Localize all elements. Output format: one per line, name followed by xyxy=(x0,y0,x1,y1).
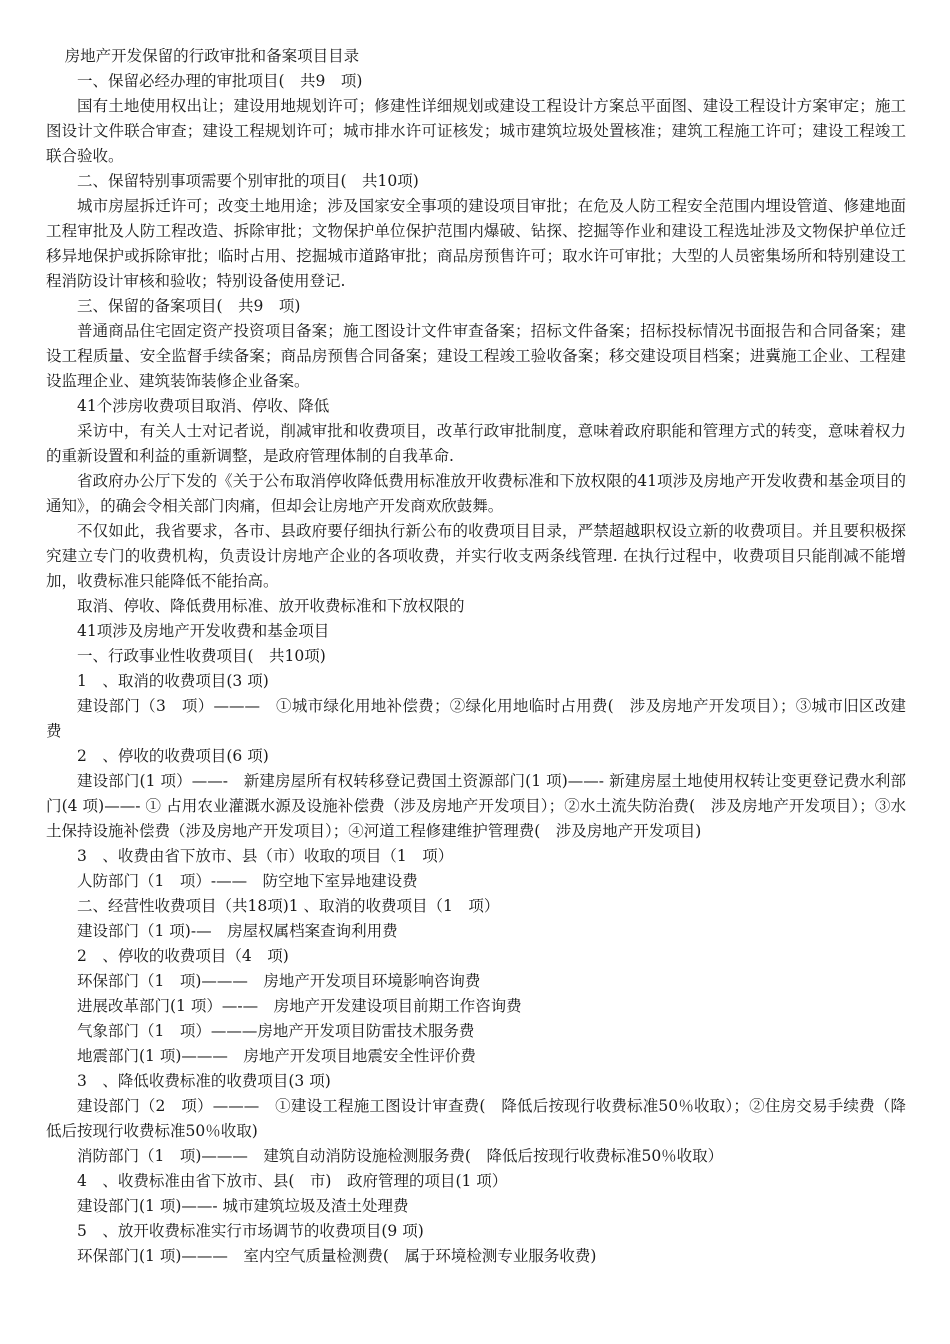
paragraph: 省政府办公厅下发的《关于公布取消停收降低费用标准放开收费标准和下放权限的41项涉及房地产开发收费和基金项目的通知》，的确会令相关部门肉痛，但却会让房地产开发商欢欣鼓舞。 xyxy=(46,472,906,515)
paragraph: 采访中，有关人士对记者说，削减审批和收费项目，改革行政审批制度，意味着政府职能和管理方式的转变，意味着权力的重新设置和利益的重新调整，是政府管理体制的自我革命. xyxy=(46,422,906,465)
section-heading: 三、保留的备案项目( 共9 项) xyxy=(77,297,301,315)
paragraph: 城市房屋拆迁许可；改变土地用途；涉及国家安全事项的建设项目审批；在危及人防工程安全范围内埋设管道、修建地面工程审批及人防工程改造、拆除审批；文物保护单位保护范围内爆破、钻探、挖掘等作业和建设工程选址涉及文物保护单位迁移异地保护或拆除审批；临时占用、挖掘城市道路审批；商品房预售许可；取水许可审批；大型的人员密集场所和特别建设工程消防设计审核和验收；特别设备使用登记. xyxy=(46,197,906,290)
subsection-heading: 5 、放开收费标准实行市场调节的收费项目(9 项) xyxy=(77,1222,424,1240)
section-heading: 二、经营性收费项目（共18项)1 、取消的收费项目（1 项） xyxy=(77,897,500,915)
list-item: 环保部门（1 项)——— 房地产开发项目环境影响咨询费 xyxy=(77,972,481,990)
list-item: 消防部门（1 项)——— 建筑自动消防设施检测服务费( 降低后按现行收费标准50％收取） xyxy=(77,1147,724,1165)
list-heading: 取消、停收、降低费用标准、放开收费标准和下放权限的 xyxy=(77,597,465,615)
list-item: 建设部门（1 项)-— 房屋权属档案查询利用费 xyxy=(77,922,398,940)
list-heading: 41项涉及房地产开发收费和基金项目 xyxy=(77,622,330,640)
subsection-heading: 2 、停收的收费项目（4 项) xyxy=(77,947,289,965)
subsection-heading: 1 、取消的收费项目(3 项) xyxy=(77,672,269,690)
list-item: 建设部门(1 项）——- 新建房屋所有权转移登记费国土资源部门(1 项)——- 新建房屋土地使用权转让变更登记费水利部门(4 项)——- ① 占用农业灌溉水源及设施补偿费（涉及房地产开发项目）；②水土流失防治费( 涉及房地产开发项目）；③水土保持设施补偿费（涉及房地产开发项目）；④河道工程修建维护管理费( 涉及房地产开发项目) xyxy=(46,772,906,840)
list-item: 建设部门（2 项）——— ①建设工程施工图设计审查费( 降低后按现行收费标准50％收取）；②住房交易手续费（降低后按现行收费标准50％收取) xyxy=(46,1097,906,1140)
section-heading: 一、保留必经办理的审批项目( 共9 项) xyxy=(77,72,363,90)
section-heading: 一、行政事业性收费项目( 共10项) xyxy=(77,647,326,665)
document-title: 房地产开发保留的行政审批和备案项目目录 xyxy=(64,47,360,65)
list-item: 建设部门(1 项)——- 城市建筑垃圾及渣土处理费 xyxy=(77,1197,409,1215)
paragraph: 普通商品住宅固定资产投资项目备案；施工图设计文件审查备案；招标文件备案；招标投标情况书面报告和合同备案；建设工程质量、安全监督手续备案；商品房预售合同备案；建设工程竣工验收备案；移交建设项目档案；进冀施工企业、工程建设监理企业、建筑装饰装修企业备案。 xyxy=(46,322,906,390)
subsection-heading: 4 、收费标准由省下放市、县( 市) 政府管理的项目(1 项） xyxy=(77,1172,508,1190)
subsection-heading: 3 、收费由省下放市、县（市）收取的项目（1 项） xyxy=(77,847,454,865)
section-heading: 二、保留特别事项需要个别审批的项目( 共10项) xyxy=(77,172,419,190)
subsection-heading: 3 、降低收费标准的收费项目(3 项) xyxy=(77,1072,331,1090)
paragraph: 不仅如此，我省要求，各市、县政府要仔细执行新公布的收费项目目录，严禁超越职权设立新的收费项目。并且要积极探究建立专门的收费机构，负责设计房地产企业的各项收费，并实行收支两条线管理. 在执行过程中，收费项目只能削减不能增加，收费标准只能降低不能抬高。 xyxy=(46,522,906,590)
list-item: 进展改革部门(1 项）—-— 房地产开发建设项目前期工作咨询费 xyxy=(77,997,522,1015)
list-item: 地震部门(1 项)——— 房地产开发项目地震安全性评价费 xyxy=(77,1047,476,1065)
subsection-heading: 2 、停收的收费项目(6 项) xyxy=(77,747,269,765)
subtitle: 41个涉房收费项目取消、停收、降低 xyxy=(77,397,330,415)
list-item: 环保部门(1 项)——— 室内空气质量检测费( 属于环境检测专业服务收费) xyxy=(77,1247,597,1265)
list-item: 建设部门（3 项）——— ①城市绿化用地补偿费；②绿化用地临时占用费( 涉及房地产开发项目）；③城市旧区改建费 xyxy=(46,697,906,740)
list-item: 人防部门（1 项）-—— 防空地下室异地建设费 xyxy=(77,872,418,890)
list-item: 气象部门（1 项）———房地产开发项目防雷技术服务费 xyxy=(77,1022,475,1040)
paragraph: 国有土地使用权出让；建设用地规划许可；修建性详细规划或建设工程设计方案总平面图、建设工程设计方案审定；施工图设计文件联合审查；建设工程规划许可；城市排水许可证核发；城市建筑垃圾处置核准；建筑工程施工许可；建设工程竣工联合验收。 xyxy=(46,97,906,165)
